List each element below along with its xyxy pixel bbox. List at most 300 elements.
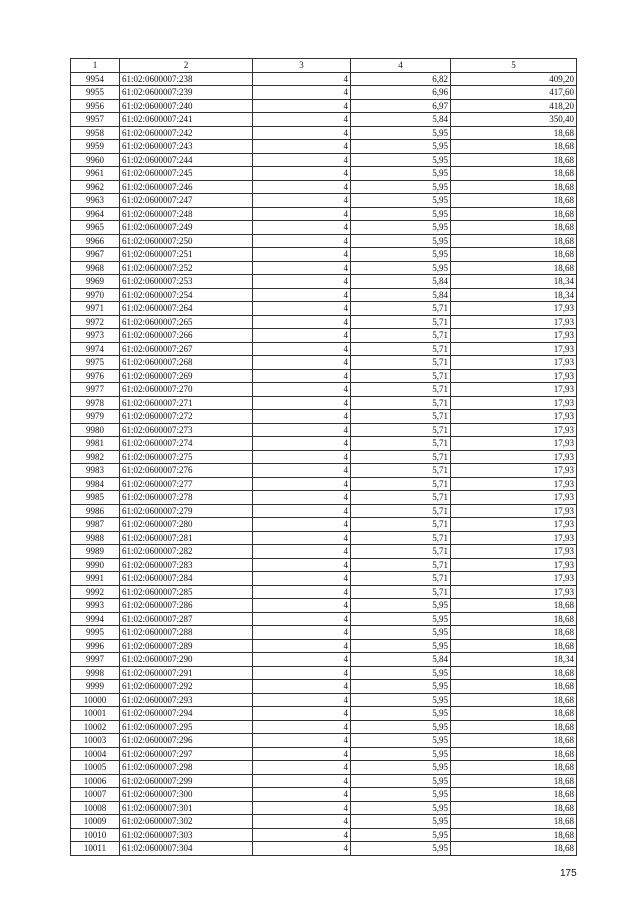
row-number-cell: 10001 [71, 707, 120, 721]
cadastral-number-cell: 61:02:0600007:254 [120, 288, 253, 302]
column-5-cell: 18,34 [451, 653, 577, 667]
column-5-cell: 17,93 [451, 437, 577, 451]
data-table [70, 58, 577, 856]
row-number-cell: 9962 [71, 180, 120, 194]
cadastral-number-cell: 61:02:0600007:251 [120, 248, 253, 262]
row-number-cell: 9972 [71, 315, 120, 329]
column-5-cell: 17,93 [451, 531, 577, 545]
column-5-cell: 18,68 [451, 761, 577, 775]
column-3-cell: 4 [253, 626, 351, 640]
column-4-cell: 5,95 [351, 720, 451, 734]
row-number-cell: 9994 [71, 612, 120, 626]
column-5-cell: 17,93 [451, 342, 577, 356]
row-number-cell: 9979 [71, 410, 120, 424]
column-5-cell: 17,93 [451, 423, 577, 437]
column-3-cell: 4 [253, 720, 351, 734]
cadastral-number-cell: 61:02:0600007:304 [120, 842, 253, 856]
column-3-cell: 4 [253, 599, 351, 613]
cadastral-number-cell: 61:02:0600007:277 [120, 477, 253, 491]
column-3-cell: 4 [253, 747, 351, 761]
column-4-cell: 5,84 [351, 113, 451, 127]
column-5-cell: 18,68 [451, 774, 577, 788]
row-number-cell: 10002 [71, 720, 120, 734]
table-row [71, 113, 577, 127]
column-5-cell: 18,68 [451, 194, 577, 208]
column-5-cell: 18,68 [451, 680, 577, 694]
row-number-cell: 9966 [71, 234, 120, 248]
cadastral-number-cell: 61:02:0600007:285 [120, 585, 253, 599]
table-row [71, 221, 577, 235]
row-number-cell: 10004 [71, 747, 120, 761]
column-3-cell: 4 [253, 302, 351, 316]
column-3-cell: 4 [253, 410, 351, 424]
column-5-cell: 350,40 [451, 113, 577, 127]
table-row [71, 477, 577, 491]
column-5-cell: 17,93 [451, 585, 577, 599]
cadastral-number-cell: 61:02:0600007:295 [120, 720, 253, 734]
cadastral-number-cell: 61:02:0600007:298 [120, 761, 253, 775]
column-5-cell: 18,68 [451, 720, 577, 734]
cadastral-number-cell: 61:02:0600007:265 [120, 315, 253, 329]
column-3-cell: 4 [253, 774, 351, 788]
column-4-cell: 5,95 [351, 747, 451, 761]
cadastral-number-cell: 61:02:0600007:286 [120, 599, 253, 613]
cadastral-number-cell: 61:02:0600007:268 [120, 356, 253, 370]
column-3-cell: 4 [253, 450, 351, 464]
row-number-cell: 9984 [71, 477, 120, 491]
cadastral-number-cell: 61:02:0600007:281 [120, 531, 253, 545]
column-3-cell: 4 [253, 315, 351, 329]
column-4-cell: 5,95 [351, 815, 451, 829]
cadastral-number-cell: 61:02:0600007:280 [120, 518, 253, 532]
table-row [71, 423, 577, 437]
column-5-cell: 18,68 [451, 734, 577, 748]
column-5-cell: 17,93 [451, 491, 577, 505]
column-3-cell: 4 [253, 126, 351, 140]
cadastral-number-cell: 61:02:0600007:243 [120, 140, 253, 154]
column-4-cell: 5,71 [351, 410, 451, 424]
column-5-cell: 18,68 [451, 815, 577, 829]
column-4-cell: 5,95 [351, 248, 451, 262]
cadastral-number-cell: 61:02:0600007:271 [120, 396, 253, 410]
column-3-cell: 4 [253, 558, 351, 572]
cadastral-number-cell: 61:02:0600007:266 [120, 329, 253, 343]
table-row [71, 261, 577, 275]
row-number-cell: 10011 [71, 842, 120, 856]
row-number-cell: 9983 [71, 464, 120, 478]
column-4-cell: 5,71 [351, 437, 451, 451]
row-number-cell: 9974 [71, 342, 120, 356]
cadastral-number-cell: 61:02:0600007:250 [120, 234, 253, 248]
row-number-cell: 9976 [71, 369, 120, 383]
table-row [71, 653, 577, 667]
table-row [71, 396, 577, 410]
document-table-container [70, 58, 576, 856]
row-number-cell: 9982 [71, 450, 120, 464]
column-3-cell: 4 [253, 221, 351, 235]
cadastral-number-cell: 61:02:0600007:300 [120, 788, 253, 802]
cadastral-number-cell: 61:02:0600007:284 [120, 572, 253, 586]
column-5-cell: 18,68 [451, 234, 577, 248]
column-4-cell: 5,95 [351, 167, 451, 181]
table-header-row [71, 59, 577, 73]
column-4-cell: 5,84 [351, 275, 451, 289]
table-row [71, 734, 577, 748]
table-row [71, 545, 577, 559]
cadastral-number-cell: 61:02:0600007:253 [120, 275, 253, 289]
column-5-cell: 18,68 [451, 747, 577, 761]
row-number-cell: 9981 [71, 437, 120, 451]
table-row [71, 693, 577, 707]
row-number-cell: 9965 [71, 221, 120, 235]
cadastral-number-cell: 61:02:0600007:272 [120, 410, 253, 424]
row-number-cell: 9992 [71, 585, 120, 599]
column-4-cell: 5,71 [351, 356, 451, 370]
table-row [71, 707, 577, 721]
column-5-cell: 418,20 [451, 99, 577, 113]
cadastral-number-cell: 61:02:0600007:302 [120, 815, 253, 829]
column-header-2: 2 [120, 59, 253, 73]
cadastral-number-cell: 61:02:0600007:238 [120, 72, 253, 86]
column-3-cell: 4 [253, 653, 351, 667]
table-row [71, 275, 577, 289]
table-row [71, 720, 577, 734]
column-4-cell: 5,71 [351, 342, 451, 356]
table-row [71, 153, 577, 167]
column-4-cell: 5,71 [351, 383, 451, 397]
column-4-cell: 5,95 [351, 261, 451, 275]
column-4-cell: 5,71 [351, 518, 451, 532]
column-4-cell: 5,71 [351, 329, 451, 343]
row-number-cell: 10006 [71, 774, 120, 788]
cadastral-number-cell: 61:02:0600007:294 [120, 707, 253, 721]
column-4-cell: 5,95 [351, 707, 451, 721]
table-row [71, 464, 577, 478]
table-row [71, 140, 577, 154]
cadastral-number-cell: 61:02:0600007:274 [120, 437, 253, 451]
table-row [71, 315, 577, 329]
table-row [71, 531, 577, 545]
column-header-3: 3 [253, 59, 351, 73]
column-4-cell: 5,95 [351, 761, 451, 775]
table-row [71, 680, 577, 694]
cadastral-number-cell: 61:02:0600007:292 [120, 680, 253, 694]
cadastral-number-cell: 61:02:0600007:240 [120, 99, 253, 113]
cadastral-number-cell: 61:02:0600007:246 [120, 180, 253, 194]
cadastral-number-cell: 61:02:0600007:270 [120, 383, 253, 397]
column-4-cell: 6,96 [351, 86, 451, 100]
column-3-cell: 4 [253, 464, 351, 478]
table-row [71, 356, 577, 370]
row-number-cell: 9977 [71, 383, 120, 397]
table-row [71, 639, 577, 653]
column-4-cell: 5,95 [351, 626, 451, 640]
column-4-cell: 5,71 [351, 423, 451, 437]
table-row [71, 329, 577, 343]
table-row [71, 491, 577, 505]
row-number-cell: 9978 [71, 396, 120, 410]
cadastral-number-cell: 61:02:0600007:252 [120, 261, 253, 275]
row-number-cell: 9970 [71, 288, 120, 302]
table-row [71, 504, 577, 518]
column-4-cell: 5,95 [351, 734, 451, 748]
column-5-cell: 18,68 [451, 167, 577, 181]
cadastral-number-cell: 61:02:0600007:273 [120, 423, 253, 437]
row-number-cell: 10009 [71, 815, 120, 829]
column-5-cell: 18,68 [451, 626, 577, 640]
table-row [71, 302, 577, 316]
table-row [71, 207, 577, 221]
column-3-cell: 4 [253, 572, 351, 586]
cadastral-number-cell: 61:02:0600007:291 [120, 666, 253, 680]
row-number-cell: 9987 [71, 518, 120, 532]
column-4-cell: 5,95 [351, 153, 451, 167]
column-3-cell: 4 [253, 207, 351, 221]
cadastral-number-cell: 61:02:0600007:287 [120, 612, 253, 626]
column-4-cell: 6,97 [351, 99, 451, 113]
column-4-cell: 6,82 [351, 72, 451, 86]
column-3-cell: 4 [253, 329, 351, 343]
row-number-cell: 9961 [71, 167, 120, 181]
table-row [71, 180, 577, 194]
table-row [71, 369, 577, 383]
column-3-cell: 4 [253, 504, 351, 518]
row-number-cell: 9958 [71, 126, 120, 140]
cadastral-number-cell: 61:02:0600007:245 [120, 167, 253, 181]
column-5-cell: 18,68 [451, 599, 577, 613]
row-number-cell: 9997 [71, 653, 120, 667]
column-3-cell: 4 [253, 828, 351, 842]
column-3-cell: 4 [253, 815, 351, 829]
cadastral-number-cell: 61:02:0600007:275 [120, 450, 253, 464]
column-3-cell: 4 [253, 612, 351, 626]
table-row [71, 747, 577, 761]
column-5-cell: 17,93 [451, 450, 577, 464]
row-number-cell: 9990 [71, 558, 120, 572]
column-4-cell: 5,71 [351, 369, 451, 383]
column-5-cell: 18,68 [451, 639, 577, 653]
table-row [71, 842, 577, 856]
column-3-cell: 4 [253, 491, 351, 505]
row-number-cell: 9988 [71, 531, 120, 545]
column-4-cell: 5,71 [351, 572, 451, 586]
column-5-cell: 17,93 [451, 369, 577, 383]
column-5-cell: 18,68 [451, 707, 577, 721]
table-row [71, 437, 577, 451]
column-5-cell: 18,68 [451, 693, 577, 707]
row-number-cell: 9995 [71, 626, 120, 640]
table-body [71, 72, 577, 855]
cadastral-number-cell: 61:02:0600007:241 [120, 113, 253, 127]
cadastral-number-cell: 61:02:0600007:249 [120, 221, 253, 235]
column-4-cell: 5,95 [351, 828, 451, 842]
row-number-cell: 9993 [71, 599, 120, 613]
column-4-cell: 5,71 [351, 585, 451, 599]
row-number-cell: 9964 [71, 207, 120, 221]
cadastral-number-cell: 61:02:0600007:296 [120, 734, 253, 748]
row-number-cell: 9971 [71, 302, 120, 316]
column-3-cell: 4 [253, 167, 351, 181]
row-number-cell: 9991 [71, 572, 120, 586]
column-3-cell: 4 [253, 680, 351, 694]
row-number-cell: 9998 [71, 666, 120, 680]
column-4-cell: 5,95 [351, 666, 451, 680]
table-row [71, 72, 577, 86]
column-5-cell: 18,68 [451, 207, 577, 221]
column-3-cell: 4 [253, 437, 351, 451]
column-4-cell: 5,71 [351, 450, 451, 464]
column-3-cell: 4 [253, 761, 351, 775]
table-row [71, 248, 577, 262]
cadastral-number-cell: 61:02:0600007:239 [120, 86, 253, 100]
row-number-cell: 9959 [71, 140, 120, 154]
column-3-cell: 4 [253, 801, 351, 815]
column-3-cell: 4 [253, 545, 351, 559]
column-3-cell: 4 [253, 86, 351, 100]
column-5-cell: 18,68 [451, 180, 577, 194]
cadastral-number-cell: 61:02:0600007:247 [120, 194, 253, 208]
table-row [71, 599, 577, 613]
column-3-cell: 4 [253, 140, 351, 154]
table-row [71, 288, 577, 302]
cadastral-number-cell: 61:02:0600007:276 [120, 464, 253, 478]
column-4-cell: 5,84 [351, 288, 451, 302]
table-row [71, 626, 577, 640]
table-row [71, 774, 577, 788]
column-4-cell: 5,71 [351, 396, 451, 410]
row-number-cell: 9986 [71, 504, 120, 518]
column-4-cell: 5,71 [351, 531, 451, 545]
table-row [71, 167, 577, 181]
row-number-cell: 9967 [71, 248, 120, 262]
column-5-cell: 17,93 [451, 477, 577, 491]
column-4-cell: 5,95 [351, 801, 451, 815]
column-5-cell: 18,34 [451, 288, 577, 302]
column-header-5: 5 [451, 59, 577, 73]
column-3-cell: 4 [253, 180, 351, 194]
cadastral-number-cell: 61:02:0600007:269 [120, 369, 253, 383]
column-4-cell: 5,95 [351, 680, 451, 694]
column-5-cell: 17,93 [451, 396, 577, 410]
column-4-cell: 5,71 [351, 504, 451, 518]
row-number-cell: 9973 [71, 329, 120, 343]
column-3-cell: 4 [253, 585, 351, 599]
page-number: 175 [560, 868, 577, 879]
cadastral-number-cell: 61:02:0600007:279 [120, 504, 253, 518]
table-row [71, 518, 577, 532]
column-5-cell: 17,93 [451, 545, 577, 559]
cadastral-number-cell: 61:02:0600007:288 [120, 626, 253, 640]
column-3-cell: 4 [253, 369, 351, 383]
row-number-cell: 9956 [71, 99, 120, 113]
cadastral-number-cell: 61:02:0600007:278 [120, 491, 253, 505]
cadastral-number-cell: 61:02:0600007:301 [120, 801, 253, 815]
column-3-cell: 4 [253, 518, 351, 532]
column-3-cell: 4 [253, 531, 351, 545]
column-4-cell: 5,71 [351, 491, 451, 505]
column-3-cell: 4 [253, 423, 351, 437]
table-row [71, 410, 577, 424]
row-number-cell: 9963 [71, 194, 120, 208]
row-number-cell: 9968 [71, 261, 120, 275]
column-4-cell: 5,95 [351, 207, 451, 221]
table-row [71, 126, 577, 140]
column-3-cell: 4 [253, 248, 351, 262]
row-number-cell: 9975 [71, 356, 120, 370]
row-number-cell: 9985 [71, 491, 120, 505]
column-3-cell: 4 [253, 72, 351, 86]
cadastral-number-cell: 61:02:0600007:299 [120, 774, 253, 788]
column-5-cell: 18,68 [451, 248, 577, 262]
cadastral-number-cell: 61:02:0600007:282 [120, 545, 253, 559]
row-number-cell: 9996 [71, 639, 120, 653]
cadastral-number-cell: 61:02:0600007:283 [120, 558, 253, 572]
column-5-cell: 17,93 [451, 518, 577, 532]
table-row [71, 383, 577, 397]
row-number-cell: 9955 [71, 86, 120, 100]
table-row [71, 612, 577, 626]
row-number-cell: 9969 [71, 275, 120, 289]
cadastral-number-cell: 61:02:0600007:267 [120, 342, 253, 356]
column-3-cell: 4 [253, 842, 351, 856]
column-4-cell: 5,84 [351, 653, 451, 667]
column-3-cell: 4 [253, 275, 351, 289]
column-4-cell: 5,95 [351, 194, 451, 208]
column-4-cell: 5,71 [351, 558, 451, 572]
column-5-cell: 18,68 [451, 126, 577, 140]
column-5-cell: 18,68 [451, 153, 577, 167]
column-4-cell: 5,95 [351, 639, 451, 653]
table-row [71, 801, 577, 815]
row-number-cell: 10005 [71, 761, 120, 775]
row-number-cell: 10003 [71, 734, 120, 748]
column-5-cell: 18,68 [451, 261, 577, 275]
column-5-cell: 18,68 [451, 612, 577, 626]
table-row [71, 234, 577, 248]
column-4-cell: 5,95 [351, 774, 451, 788]
column-5-cell: 17,93 [451, 315, 577, 329]
column-5-cell: 17,93 [451, 572, 577, 586]
column-5-cell: 18,68 [451, 221, 577, 235]
column-5-cell: 17,93 [451, 329, 577, 343]
column-5-cell: 18,68 [451, 666, 577, 680]
column-3-cell: 4 [253, 639, 351, 653]
cadastral-number-cell: 61:02:0600007:303 [120, 828, 253, 842]
cadastral-number-cell: 61:02:0600007:264 [120, 302, 253, 316]
column-5-cell: 17,93 [451, 410, 577, 424]
column-3-cell: 4 [253, 396, 351, 410]
row-number-cell: 9957 [71, 113, 120, 127]
table-row [71, 585, 577, 599]
row-number-cell: 9989 [71, 545, 120, 559]
column-3-cell: 4 [253, 707, 351, 721]
column-header-1: 1 [71, 59, 120, 73]
column-5-cell: 18,34 [451, 275, 577, 289]
column-3-cell: 4 [253, 788, 351, 802]
row-number-cell: 9954 [71, 72, 120, 86]
column-4-cell: 5,95 [351, 599, 451, 613]
column-5-cell: 17,93 [451, 302, 577, 316]
column-header-4: 4 [351, 59, 451, 73]
row-number-cell: 10007 [71, 788, 120, 802]
column-4-cell: 5,95 [351, 788, 451, 802]
column-3-cell: 4 [253, 342, 351, 356]
column-5-cell: 17,93 [451, 383, 577, 397]
column-4-cell: 5,95 [351, 842, 451, 856]
table-row [71, 558, 577, 572]
column-3-cell: 4 [253, 113, 351, 127]
column-3-cell: 4 [253, 234, 351, 248]
